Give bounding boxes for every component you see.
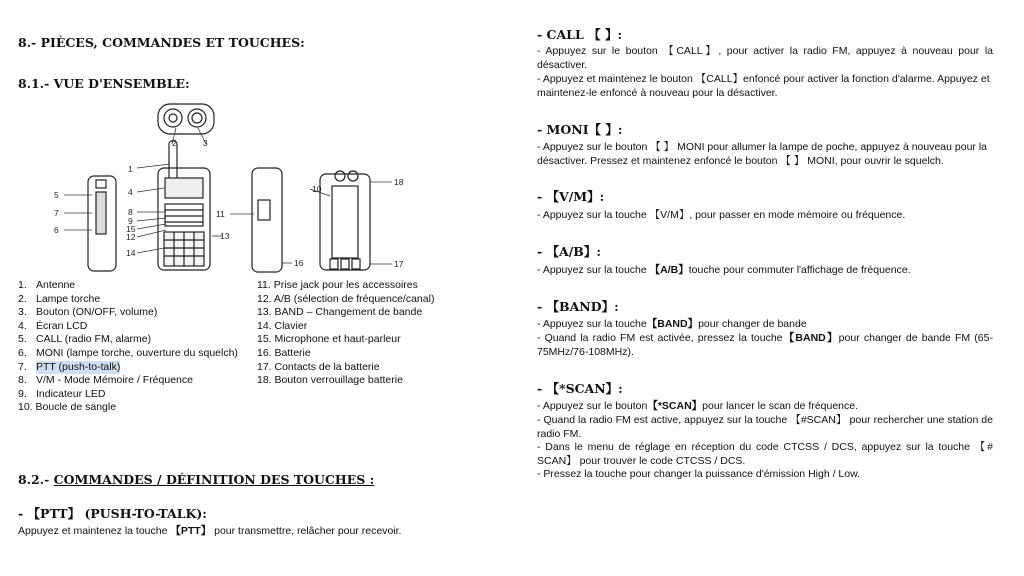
parts-list-left <box>18 279 238 415</box>
diagram-label-2: 2 <box>172 138 177 148</box>
scan-heading: - 【*SCAN】: <box>537 381 623 396</box>
diagram-label-3: 3 <box>203 138 208 148</box>
diagram-label-6: 6 <box>54 225 59 235</box>
diagram-label-12: 12 <box>126 232 136 242</box>
list-item: 10. Boucle de sangle <box>18 401 117 414</box>
band-paragraph-1: - Appuyez sur la touche【BAND】pour changer de bande <box>537 318 807 330</box>
band-heading: - 【BAND】: <box>537 299 619 314</box>
list-item: 16. Batterie <box>257 346 311 359</box>
moni-paragraph: - Appuyez sur le bouton 【 】 MONI pour allumer la lampe de poche, appuyez à nouveau pour la désactiver. Pressez et maintenez enfoncé le bouton 【 】 MONI, pour ouvrir le squelch. <box>537 141 988 167</box>
diagram-label-13: 13 <box>220 231 230 241</box>
diagram-label-7: 7 <box>54 208 59 218</box>
list-item: 1. Antenne <box>18 279 76 291</box>
list-item: 18. Bouton verrouillage batterie <box>257 374 403 387</box>
diagram-label-4: 4 <box>128 187 133 197</box>
diagram-label-14: 14 <box>126 248 136 258</box>
vm-heading: - 【V/M】: <box>537 189 605 204</box>
ptt-heading: - 【PTT】 (PUSH-TO-TALK): <box>18 506 207 521</box>
call-paragraph-2: - Appuyez et maintenez le bouton 【CALL】enfoncé pour activer la fonction d'alarme. Appuyez et maintenez-le enfoncé à nouveau pour la désactiver. <box>537 73 990 99</box>
diagram-label-16: 16 <box>294 258 304 268</box>
parts-list-right <box>257 279 434 388</box>
left-side-illustration <box>88 176 116 271</box>
scan-paragraph-4: - Pressez la touche pour changer la puissance d'émission High / Low. <box>537 468 861 480</box>
diagram-label-9: 9 <box>128 216 133 226</box>
section-heading-8-2: 8.2.- COMMANDES / DÉFINITION DES TOUCHES : <box>18 472 375 487</box>
diagram-label-15: 15 <box>126 224 136 234</box>
front-view-illustration <box>158 141 210 270</box>
section-heading-8: 8.- PIÈCES, COMMANDES ET TOUCHES: <box>18 35 305 50</box>
list-item: 5. CALL (radio FM, alarme) <box>18 333 152 346</box>
scan-paragraph-1: - Appuyez sur le bouton【*SCAN】pour lancer le scan de fréquence. <box>537 400 859 412</box>
right-side-illustration <box>252 168 282 272</box>
scan-paragraph-2: - Quand la radio FM est active, appuyez sur la touche 【#SCAN】 pour rechercher une station de radio FM. <box>537 414 993 440</box>
list-item-highlighted: 7. PTT (push-to-talk) <box>18 360 121 373</box>
ptt-description: Appuyez et maintenez la touche 【PTT】 pour transmettre, relâcher pour recevoir. <box>18 525 402 537</box>
list-item: 6. MONI (lampe torche, ouverture du squelch) <box>18 346 238 359</box>
section-heading-8-1: 8.1.- VUE D'ENSEMBLE: <box>18 76 190 91</box>
radio-diagram <box>40 96 410 276</box>
list-item: 13. BAND – Changement de bande <box>257 306 423 319</box>
list-item: 11. Prise jack pour les accessoires <box>257 279 418 291</box>
diagram-label-10: 10 <box>312 184 322 194</box>
list-item: 17. Contacts de la batterie <box>257 360 380 373</box>
list-item: 4. Écran LCD <box>18 319 88 332</box>
list-item: 12. A/B (sélection de fréquence/canal) <box>257 292 435 305</box>
list-item: 8. V/M - Mode Mémoire / Fréquence <box>18 374 193 387</box>
vm-paragraph: - Appuyez sur la touche 【V/M】, pour passer en mode mémoire ou fréquence. <box>537 209 906 221</box>
scan-paragraph-3: - Dans le menu de réglage en réception du code CTCSS / DCS, appuyez sur la touche 【# SCAN】 pour trouver le code CTCSS / DCS. <box>537 441 993 467</box>
band-paragraph-2: - Quand la radio FM est activée, pressez la touche【BAND】pour changer de bande FM (65-75MHz/76-108MHz). <box>537 332 993 358</box>
ab-heading: - 【A/B】: <box>537 244 601 259</box>
diagram-label-18: 18 <box>394 177 404 187</box>
moni-heading: - MONI【 】: <box>537 122 623 137</box>
call-heading: - CALL 【 】: <box>537 27 623 42</box>
diagram-label-5: 5 <box>54 190 59 200</box>
list-item: 3. Bouton (ON/OFF, volume) <box>18 306 158 319</box>
list-item: 9. Indicateur LED <box>18 387 106 400</box>
diagram-label-11: 11 <box>216 209 225 219</box>
ab-paragraph: - Appuyez sur la touche 【A/B】touche pour commuter l'affichage de fréquence. <box>537 264 911 276</box>
top-view-illustration <box>158 104 214 134</box>
call-paragraph-1: - Appuyez sur le bouton 【CALL】, pour activer la radio FM, appuyez à nouveau pour la désactiver. <box>537 45 993 71</box>
list-item: 2. Lampe torche <box>18 292 101 305</box>
diagram-label-17: 17 <box>394 259 404 269</box>
diagram-label-1: 1 <box>128 164 133 174</box>
list-item: 15. Microphone et haut-parleur <box>257 333 401 346</box>
back-view-illustration <box>320 171 370 270</box>
diagram-label-8: 8 <box>128 207 133 217</box>
list-item: 14. Clavier <box>257 319 308 332</box>
